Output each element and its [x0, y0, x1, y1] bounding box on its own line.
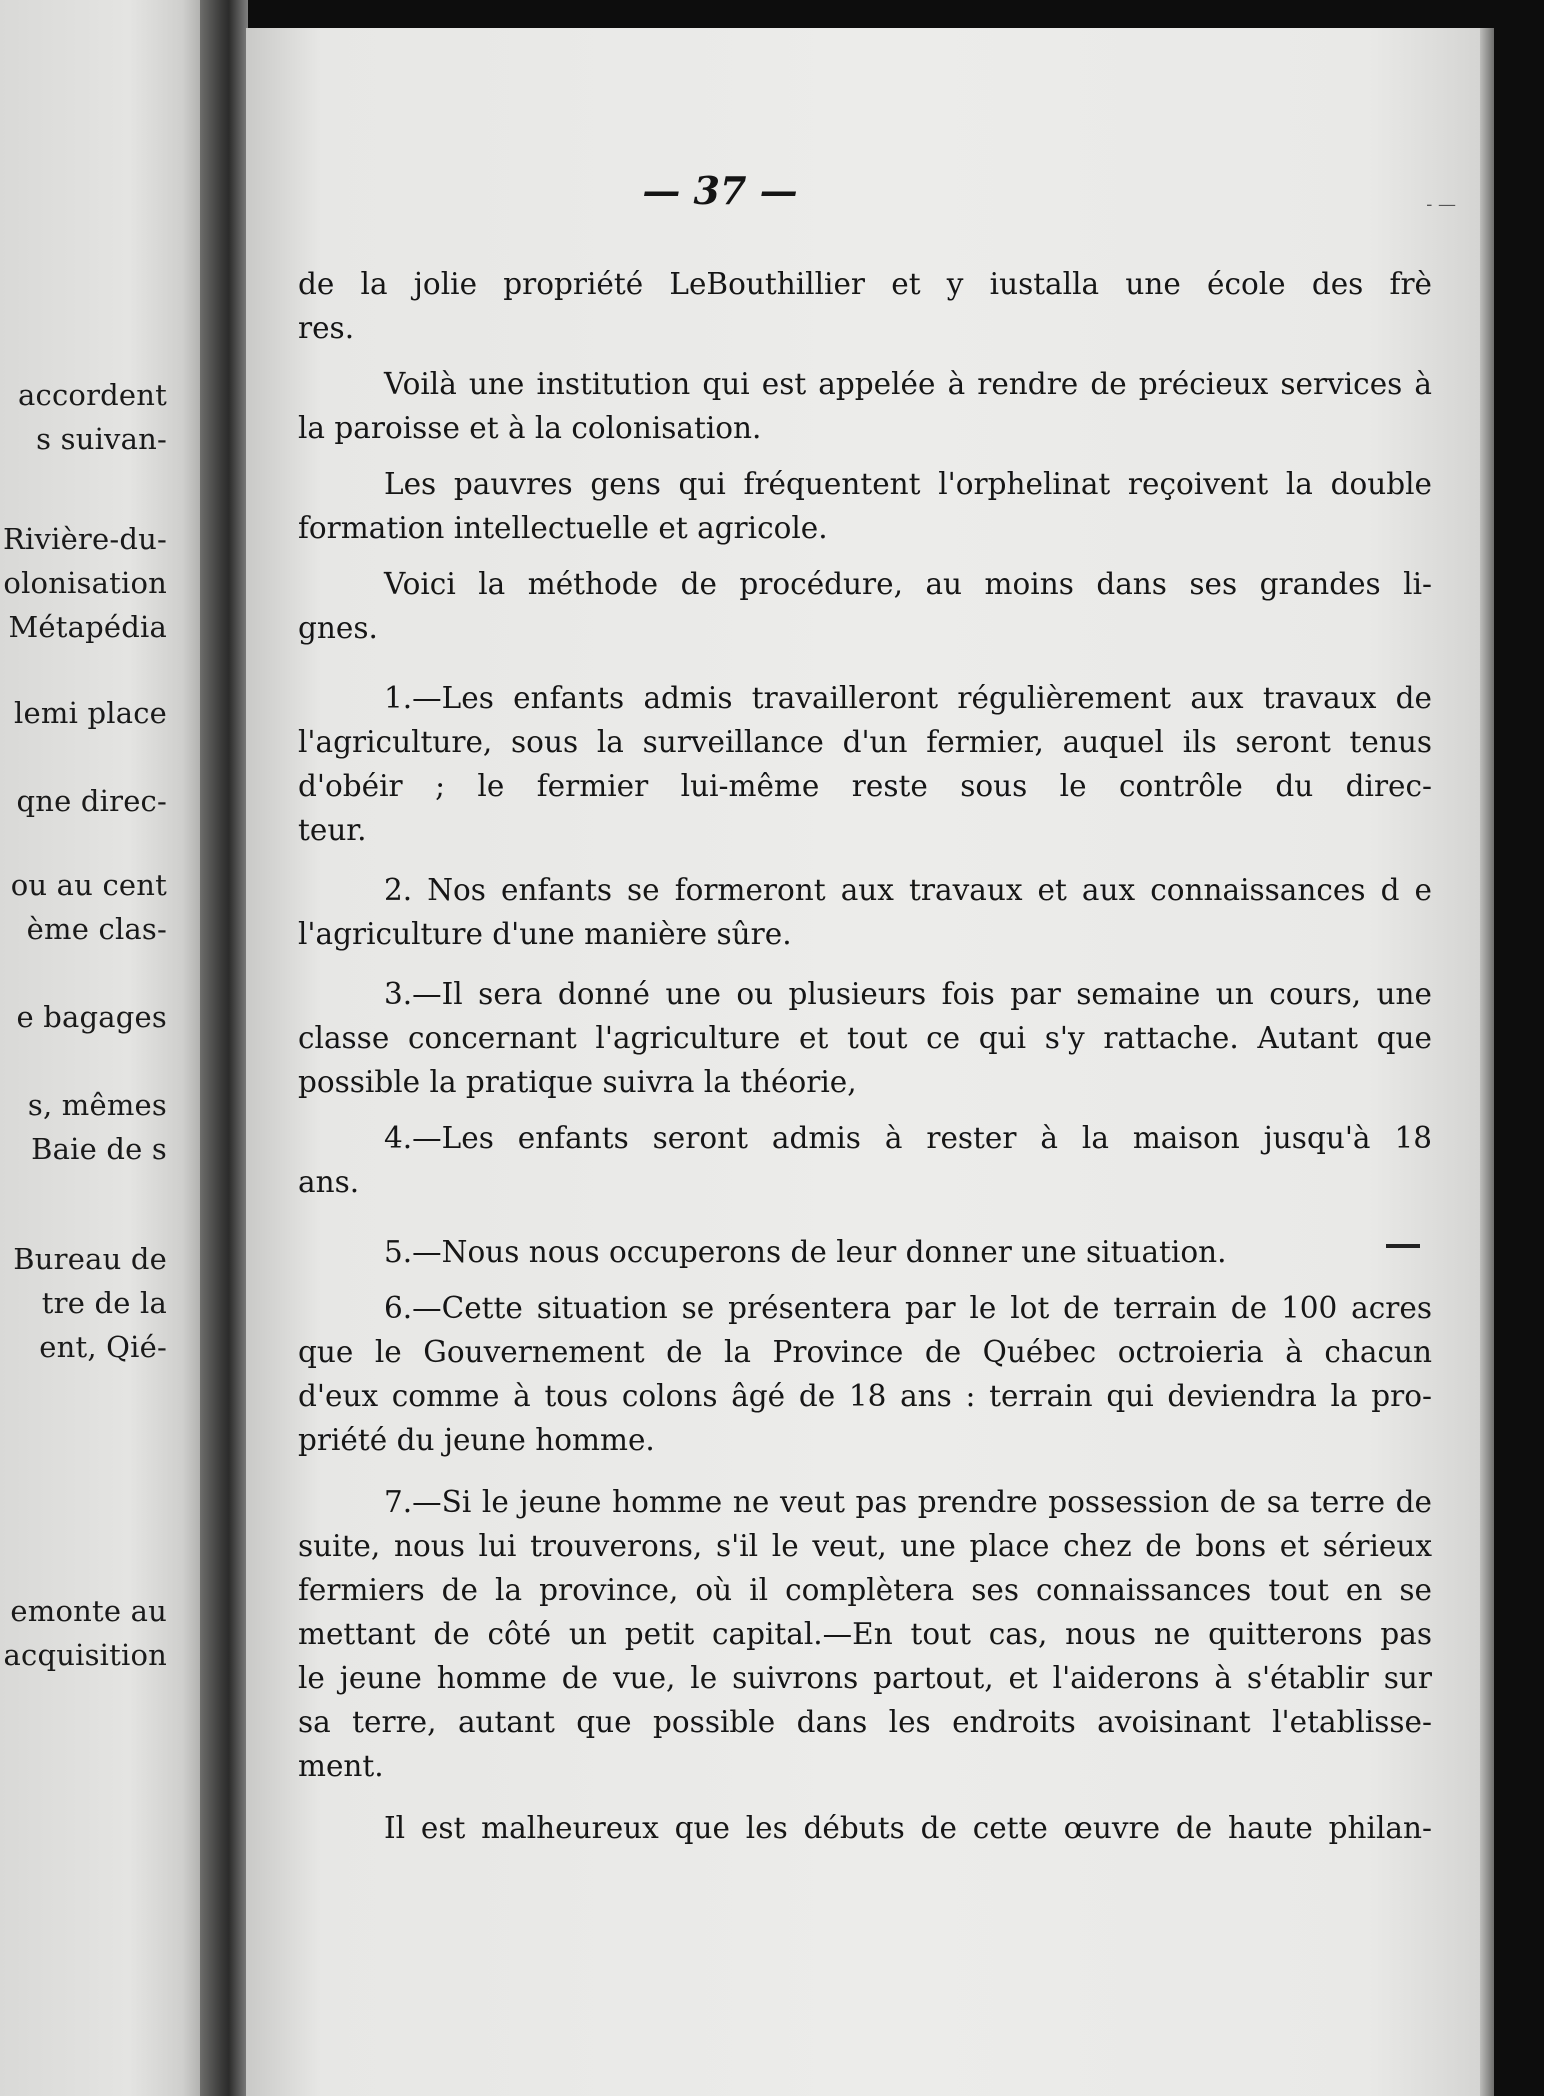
- paragraph: [298, 1480, 1432, 1788]
- left-page-line: accordent: [18, 378, 167, 412]
- left-page-line: Bureau de: [13, 1242, 167, 1276]
- paragraph: [298, 1230, 1432, 1274]
- text-line: l'agriculture d'une manière sûre.: [298, 917, 792, 951]
- left-page-line: ent, Qié-: [39, 1330, 167, 1364]
- text-line: la paroisse et à la colonisation.: [298, 411, 762, 445]
- left-page-line: qne direc-: [16, 784, 167, 818]
- paragraph-gap: [298, 1462, 1432, 1480]
- paragraph: [298, 676, 1432, 852]
- paragraph-gap: [298, 1274, 1432, 1286]
- left-page-line: Métapédia: [8, 610, 167, 644]
- margin-mark: - —: [1426, 194, 1456, 215]
- text-line: 5.—Nous nous occuperons de leur donner une situation.: [384, 1235, 1227, 1269]
- left-page-line: lemi place: [14, 696, 167, 730]
- paragraph: [298, 562, 1432, 650]
- left-page-line: e bagages: [16, 1000, 167, 1034]
- text-line: fermiers de la province, où il complètera ses connaissances tout en se: [298, 1573, 1432, 1607]
- text-line: le jeune homme de vue, le suivrons partout, et l'aiderons à s'établir sur: [298, 1661, 1432, 1695]
- left-page-line: olonisation: [3, 566, 167, 600]
- paragraph-gap: [298, 1788, 1432, 1806]
- paragraph-gap: [298, 350, 1432, 362]
- text-line: d'obéir ; le fermier lui-même reste sous le contrôle du direc-: [298, 769, 1432, 803]
- text-line: Voilà une institution qui est appelée à rendre de précieux services à: [384, 367, 1432, 401]
- text-line: Les pauvres gens qui fréquentent l'orphelinat reçoivent la double: [384, 467, 1432, 501]
- text-line: 7.—Si le jeune homme ne veut pas prendre possession de sa terre de: [384, 1485, 1432, 1519]
- text-line: sa terre, autant que possible dans les endroits avoisinant l'etablisse-: [298, 1705, 1432, 1739]
- left-page-line: s, mêmes: [27, 1088, 167, 1122]
- left-page-line: emonte au: [10, 1594, 167, 1628]
- text-line: 2. Nos enfants se formeront aux travaux et aux connaissances d e: [384, 873, 1432, 907]
- left-page-line: s suivan-: [36, 422, 167, 456]
- paragraph-gap: [298, 1204, 1432, 1230]
- paragraph: [298, 972, 1432, 1104]
- body-text: [298, 262, 1432, 1850]
- paragraph: [298, 362, 1432, 450]
- left-page-line: Rivière-du-: [3, 522, 167, 556]
- paragraph-gap: [298, 956, 1432, 972]
- text-line: 1.—Les enfants admis travailleront régulièrement aux travaux de: [384, 681, 1432, 715]
- text-line: res.: [298, 311, 355, 345]
- paragraph: [298, 262, 1432, 350]
- text-line: 4.—Les enfants seront admis à rester à la maison jusqu'à 18: [384, 1121, 1432, 1155]
- text-line: ans.: [298, 1165, 360, 1199]
- text-line: suite, nous lui trouverons, s'il le veut, une place chez de bons et sérieux: [298, 1529, 1432, 1563]
- left-page-line: tre de la: [41, 1286, 167, 1320]
- text-line: teur.: [298, 813, 367, 847]
- left-page-fragment: [0, 0, 215, 2096]
- page-number: — 37 —: [642, 168, 798, 213]
- left-page-line: ème clas-: [26, 912, 167, 946]
- text-line: d'eux comme à tous colons âgé de 18 ans : terrain qui deviendra la pro-: [298, 1379, 1432, 1413]
- book-gutter: [200, 0, 248, 2096]
- text-line: mettant de côté un petit capital.—En tout cas, nous ne quitterons pas: [298, 1617, 1432, 1651]
- paragraph-gap: [298, 450, 1432, 462]
- paragraph-gap: [298, 650, 1432, 676]
- text-line: possible la pratique suivra la théorie,: [298, 1065, 857, 1099]
- text-line: 6.—Cette situation se présentera par le lot de terrain de 100 acres: [384, 1291, 1432, 1325]
- paragraph: [298, 1286, 1432, 1462]
- left-page-line: acquisition: [3, 1638, 167, 1672]
- text-line: gnes.: [298, 611, 378, 645]
- left-page-line: Baie de s: [31, 1132, 167, 1166]
- text-line: que le Gouvernement de la Province de Québec octroieria à chacun: [298, 1335, 1432, 1369]
- paragraph-gap: [298, 550, 1432, 562]
- paragraph-gap: [298, 1104, 1432, 1116]
- left-page-line: ou au cent: [10, 868, 167, 902]
- text-line: priété du jeune homme.: [298, 1423, 655, 1457]
- page-edge: [1480, 28, 1494, 2096]
- text-line: formation intellectuelle et agricole.: [298, 511, 828, 545]
- text-line: Il est malheureux que les débuts de cette œuvre de haute philan-: [384, 1811, 1432, 1845]
- text-line: 3.—Il sera donné une ou plusieurs fois par semaine un cours, une: [384, 977, 1432, 1011]
- text-line: Voici la méthode de procédure, au moins dans ses grandes li-: [384, 567, 1432, 601]
- text-line: classe concernant l'agriculture et tout ce qui s'y rattache. Autant que: [298, 1021, 1432, 1055]
- text-line: de la jolie propriété LeBouthillier et y iustalla une école des frè: [298, 267, 1432, 301]
- paragraph: [298, 1116, 1432, 1204]
- text-line: l'agriculture, sous la surveillance d'un fermier, auquel ils seront tenus: [298, 725, 1432, 759]
- paragraph: [298, 1806, 1432, 1850]
- paragraph: [298, 868, 1432, 956]
- text-line: ment.: [298, 1749, 384, 1783]
- paragraph-gap: [298, 852, 1432, 868]
- paragraph: [298, 462, 1432, 550]
